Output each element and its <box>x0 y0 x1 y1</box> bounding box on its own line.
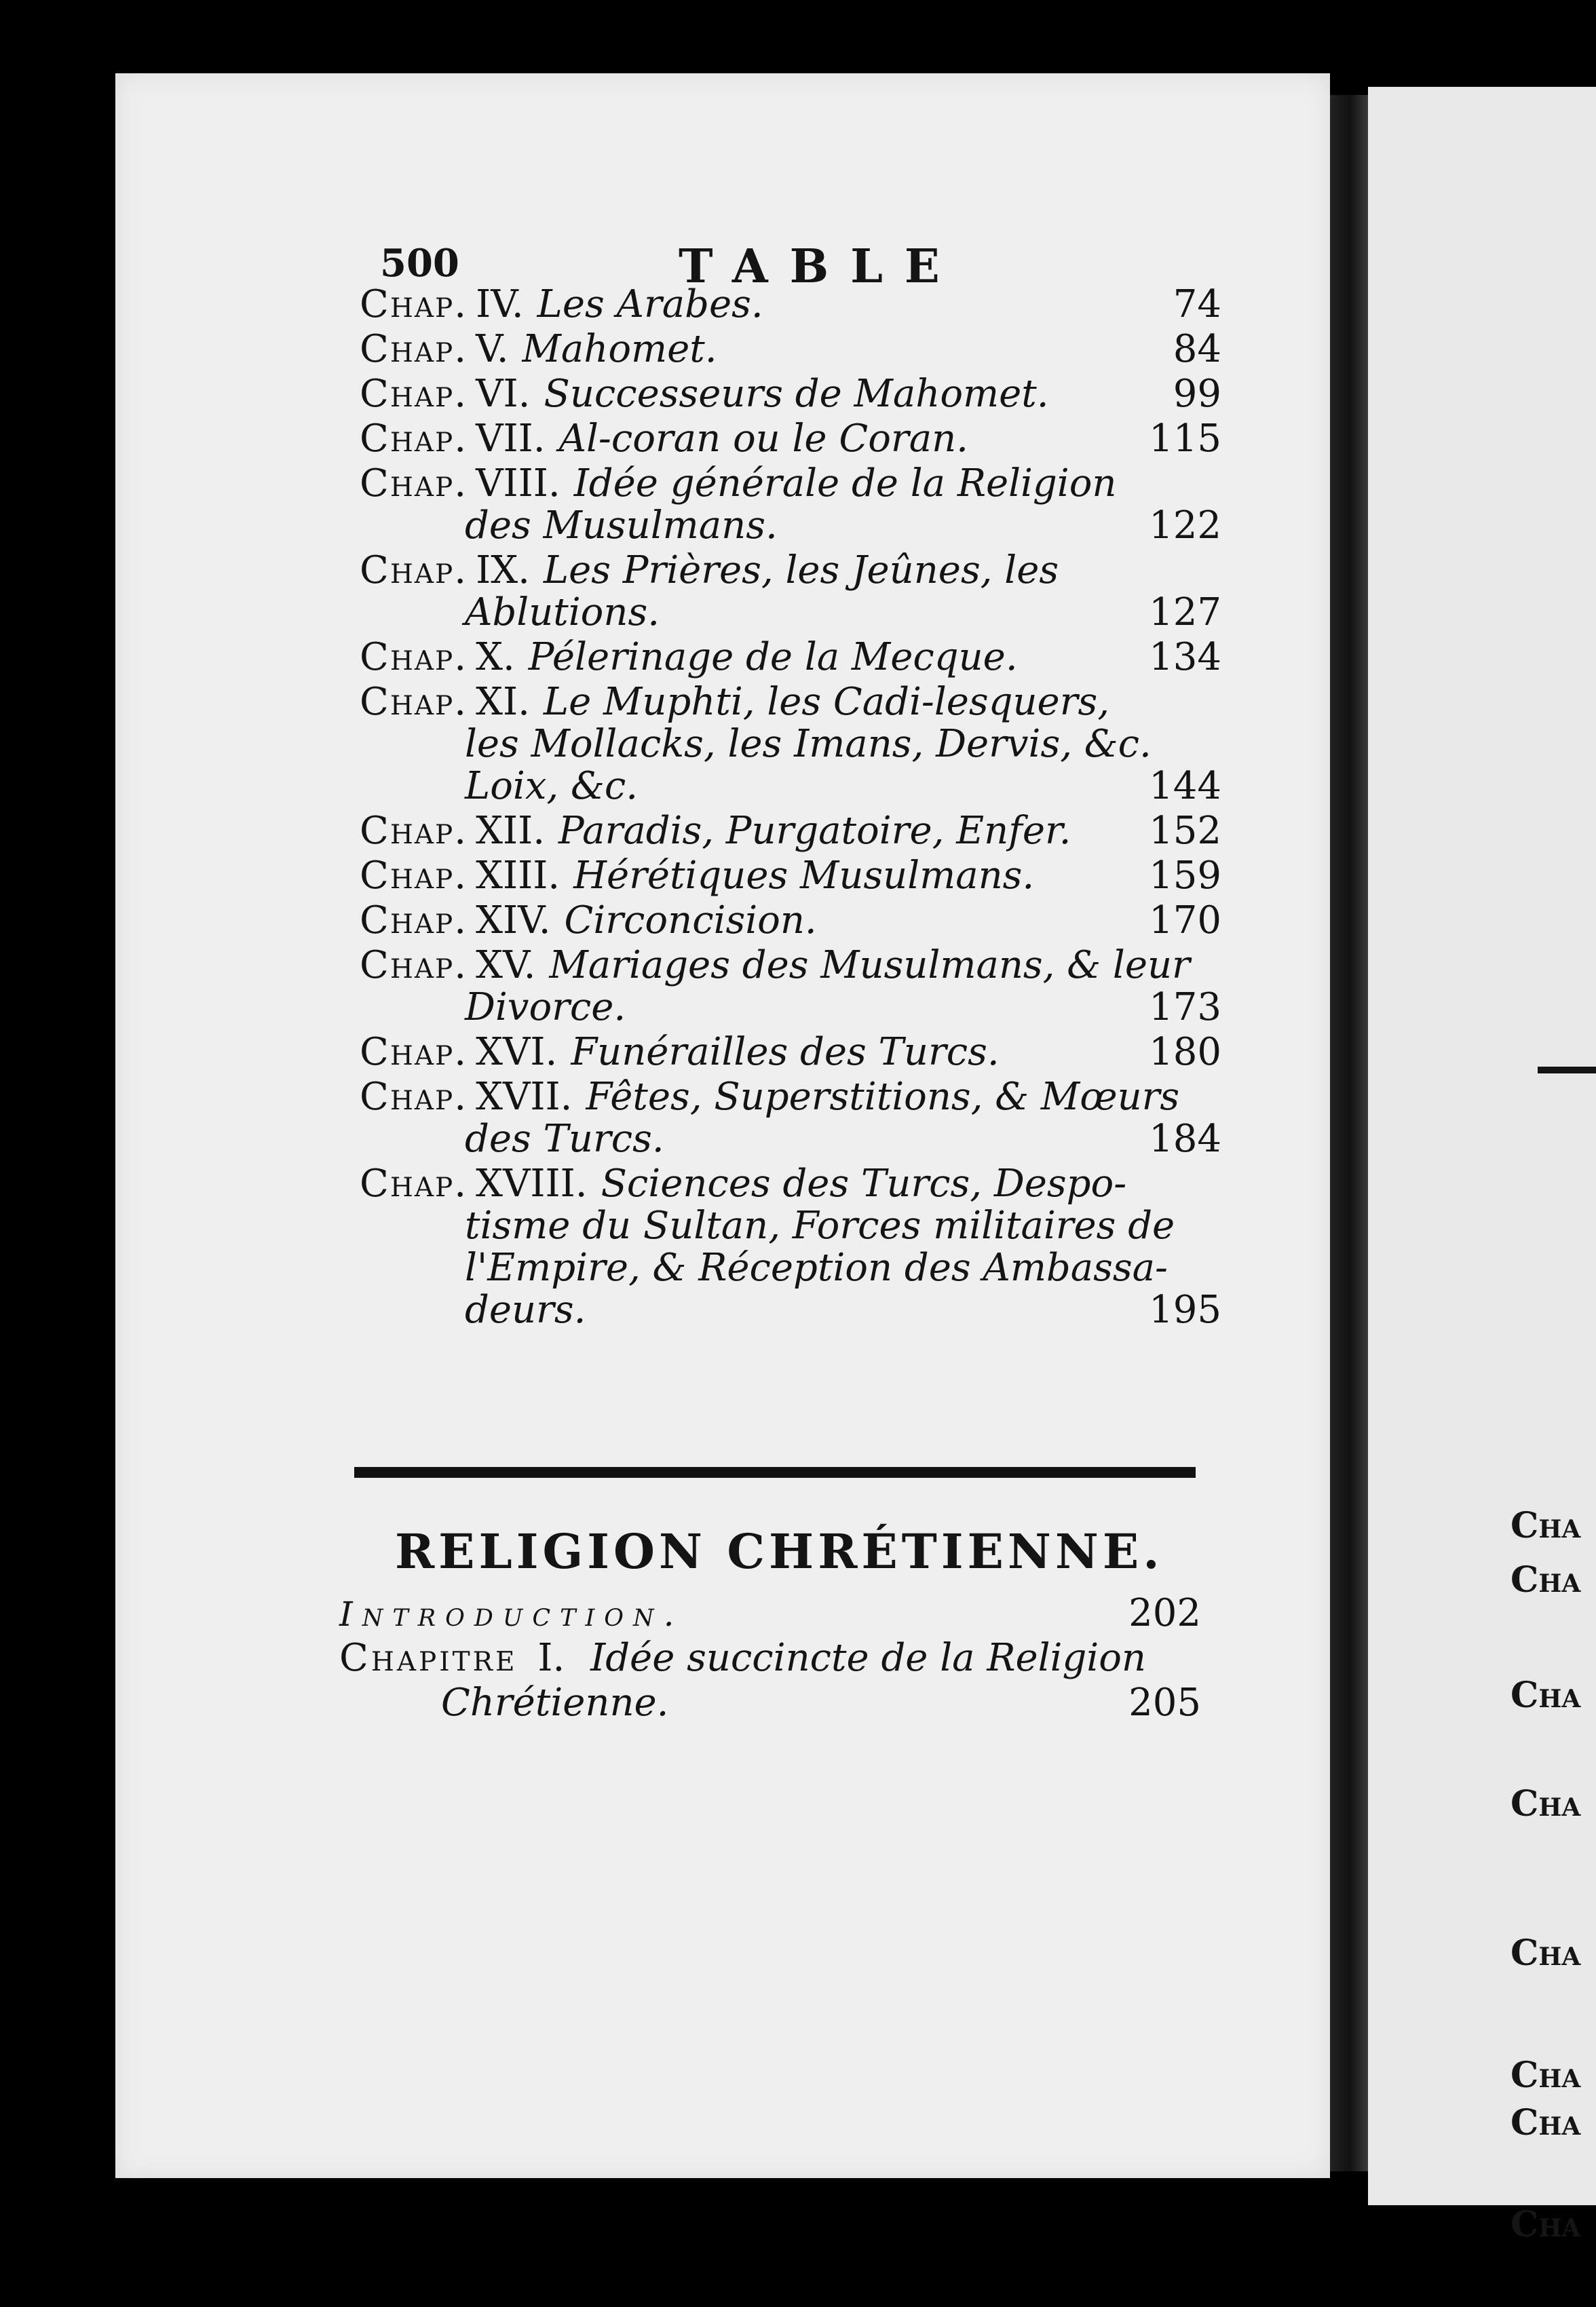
toc-line <box>360 636 1221 679</box>
chapter-title-continued: des Musulmans. <box>465 503 778 548</box>
page-ref: 184 <box>1149 1117 1221 1161</box>
toc-line <box>360 681 1221 723</box>
chapter-numeral: XIV. <box>476 898 551 942</box>
chapter-numeral: VI. <box>476 372 531 416</box>
toc-line <box>360 592 1221 634</box>
toc-entry <box>360 900 1221 942</box>
toc-line <box>360 723 1221 765</box>
chapter-title-continued: les Mollacks, les Imans, Dervis, &c. <box>465 722 1152 766</box>
chapter-title: Idée générale de la Religion <box>573 461 1117 506</box>
chapter-label: Chap. <box>360 809 468 853</box>
chapter-label: Chap. <box>360 854 468 898</box>
chapter-label: Chap. <box>360 1030 468 1074</box>
page-ref: 173 <box>1149 985 1221 1029</box>
chapter-title: Successeurs de Mahomet. <box>544 372 1049 416</box>
toc-entry <box>360 284 1221 326</box>
adjacent-page-label: Cha <box>1510 2102 1581 2143</box>
chapter-title-continued: l'Empire, & Réception des Ambassa- <box>465 1246 1168 1290</box>
toc-entry <box>360 855 1221 897</box>
toc-line <box>339 1591 1201 1636</box>
introduction-label: Introduction. <box>339 1595 684 1634</box>
page-ref: 134 <box>1149 635 1221 679</box>
chapter-label: Chap. <box>360 898 468 942</box>
chapter-title: Le Muphti, les Cadi-lesquers, <box>543 680 1109 724</box>
running-title: TABLE <box>679 240 962 294</box>
toc-line <box>360 945 1221 987</box>
chapter-numeral: I. <box>537 1636 565 1680</box>
toc-line <box>360 1076 1221 1118</box>
page-ref: 180 <box>1149 1030 1221 1074</box>
chapter-title-continued: Chrétienne. <box>441 1681 669 1725</box>
toc-line <box>360 1163 1221 1205</box>
chapter-title: Les Prières, les Jeûnes, les <box>543 548 1059 592</box>
toc-line <box>360 855 1221 897</box>
toc-entry <box>360 945 1221 1029</box>
chapter-label: Chap. <box>360 282 468 326</box>
toc-line <box>360 1031 1221 1073</box>
chapter-title-continued: des Turcs. <box>465 1117 664 1161</box>
toc-line <box>360 328 1221 370</box>
chapter-title: Mariages des Musulmans, & leur <box>549 943 1190 987</box>
toc-entry <box>360 328 1221 370</box>
chapter-label: Chap. <box>360 943 468 987</box>
chapter-label: Chap. <box>360 461 468 506</box>
toc-entry <box>360 373 1221 415</box>
page-ref: 159 <box>1149 854 1221 898</box>
chapter-numeral: VIII. <box>476 461 560 506</box>
page-ref: 84 <box>1173 327 1221 371</box>
page-ref: 202 <box>1128 1591 1201 1635</box>
toc-line <box>360 550 1221 592</box>
chapter-title: Circoncision. <box>564 898 817 942</box>
toc-entry <box>360 1031 1221 1073</box>
toc-entry <box>360 1163 1221 1331</box>
chapter-title-continued: Divorce. <box>465 985 626 1029</box>
chapter-title: Funérailles des Turcs. <box>571 1030 1000 1074</box>
chapter-numeral: XV. <box>476 943 536 987</box>
toc-line <box>360 284 1221 326</box>
page-ref: 127 <box>1149 590 1221 634</box>
chapter-title: Les Arabes. <box>537 282 763 326</box>
chapter-numeral: IX. <box>476 548 530 592</box>
page-ref: 205 <box>1128 1681 1201 1725</box>
toc-line <box>339 1681 1201 1726</box>
page-ref: 195 <box>1149 1288 1221 1332</box>
adjacent-page-label: Cha <box>1510 1932 1581 1974</box>
adjacent-page-label: Cha <box>1510 1675 1581 1716</box>
toc-line <box>360 987 1221 1029</box>
toc-line <box>360 1289 1221 1331</box>
chapter-title: Mahomet. <box>522 327 717 371</box>
chapter-label: Chap. <box>360 417 468 461</box>
chapter-numeral: XI. <box>476 680 530 724</box>
toc-line <box>360 373 1221 415</box>
chapter-numeral: XVII. <box>476 1075 573 1119</box>
chapter-label: Chapitre <box>339 1636 518 1680</box>
chapter-title: Sciences des Turcs, Despo- <box>601 1162 1127 1206</box>
section-title: RELIGION CHRÉTIENNE. <box>395 1523 1164 1580</box>
chapter-title: Al-coran ou le Coran. <box>558 417 968 461</box>
adjacent-page-label: Cha <box>1510 1505 1581 1546</box>
chapter-label: Chap. <box>360 372 468 416</box>
chapter-label: Chap. <box>360 1162 468 1206</box>
chapter-title-continued: Ablutions. <box>465 590 660 634</box>
adjacent-page-label: Cha <box>1510 1559 1581 1601</box>
toc-entry <box>360 550 1221 634</box>
toc-line <box>360 810 1221 852</box>
chapter-title: Idée succincte de la Religion <box>590 1636 1146 1680</box>
chapter-numeral: XVIII. <box>476 1162 588 1206</box>
chapter-label: Chap. <box>360 548 468 592</box>
toc-entry <box>360 636 1221 679</box>
section-rule <box>354 1467 1196 1478</box>
chapter-label: Chap. <box>360 1075 468 1119</box>
adjacent-page-label: Cha <box>1510 2055 1581 2096</box>
chapter-title-continued: tisme du Sultan, Forces militaires de <box>465 1204 1175 1248</box>
toc-entry <box>360 810 1221 852</box>
chapter-title-continued: deurs. <box>465 1288 586 1332</box>
page-ref: 122 <box>1149 503 1221 548</box>
page-ref: 74 <box>1173 282 1221 326</box>
chapter-title: Hérétiques Musulmans. <box>573 854 1035 898</box>
toc-line <box>360 900 1221 942</box>
chapter-numeral: X. <box>476 635 515 679</box>
chapter-title: Fêtes, Superstitions, & Mœurs <box>586 1075 1180 1119</box>
toc-entry <box>360 463 1221 547</box>
toc-entry-introduction <box>339 1591 1201 1726</box>
toc-entry <box>360 418 1221 460</box>
page-ref: 170 <box>1149 898 1221 942</box>
chapter-numeral: XII. <box>476 809 545 853</box>
chapter-numeral: VII. <box>476 417 546 461</box>
toc-line <box>360 1205 1221 1247</box>
page-ref: 152 <box>1149 809 1221 853</box>
chapter-numeral: XVI. <box>476 1030 558 1074</box>
chapter-label: Chap. <box>360 680 468 724</box>
chapter-numeral: IV. <box>476 282 524 326</box>
page-ref: 115 <box>1149 417 1221 461</box>
chapter-label: Chap. <box>360 327 468 371</box>
page-ref: 144 <box>1149 764 1221 808</box>
toc-entry <box>360 1076 1221 1160</box>
chapter-title: Paradis, Purgatoire, Enfer. <box>558 809 1071 853</box>
toc-line <box>360 1247 1221 1289</box>
page-ref: 99 <box>1173 372 1221 416</box>
chapter-title: Pélerinage de la Mecque. <box>528 635 1018 679</box>
chapter-label: Chap. <box>360 635 468 679</box>
toc-line <box>360 1118 1221 1160</box>
chapter-title-continued: Loix, &c. <box>465 764 639 808</box>
chapter-numeral: XIII. <box>476 854 560 898</box>
adjacent-page-label: Cha <box>1510 1783 1581 1825</box>
toc-entry <box>360 681 1221 807</box>
page-number: 500 <box>380 241 459 286</box>
toc-line <box>360 505 1221 547</box>
toc-line <box>360 765 1221 807</box>
adjacent-page-label: Cha <box>1510 2204 1581 2245</box>
toc-line <box>360 463 1221 505</box>
toc-line <box>360 418 1221 460</box>
toc-line <box>339 1636 1201 1681</box>
chapter-numeral: V. <box>476 327 509 371</box>
